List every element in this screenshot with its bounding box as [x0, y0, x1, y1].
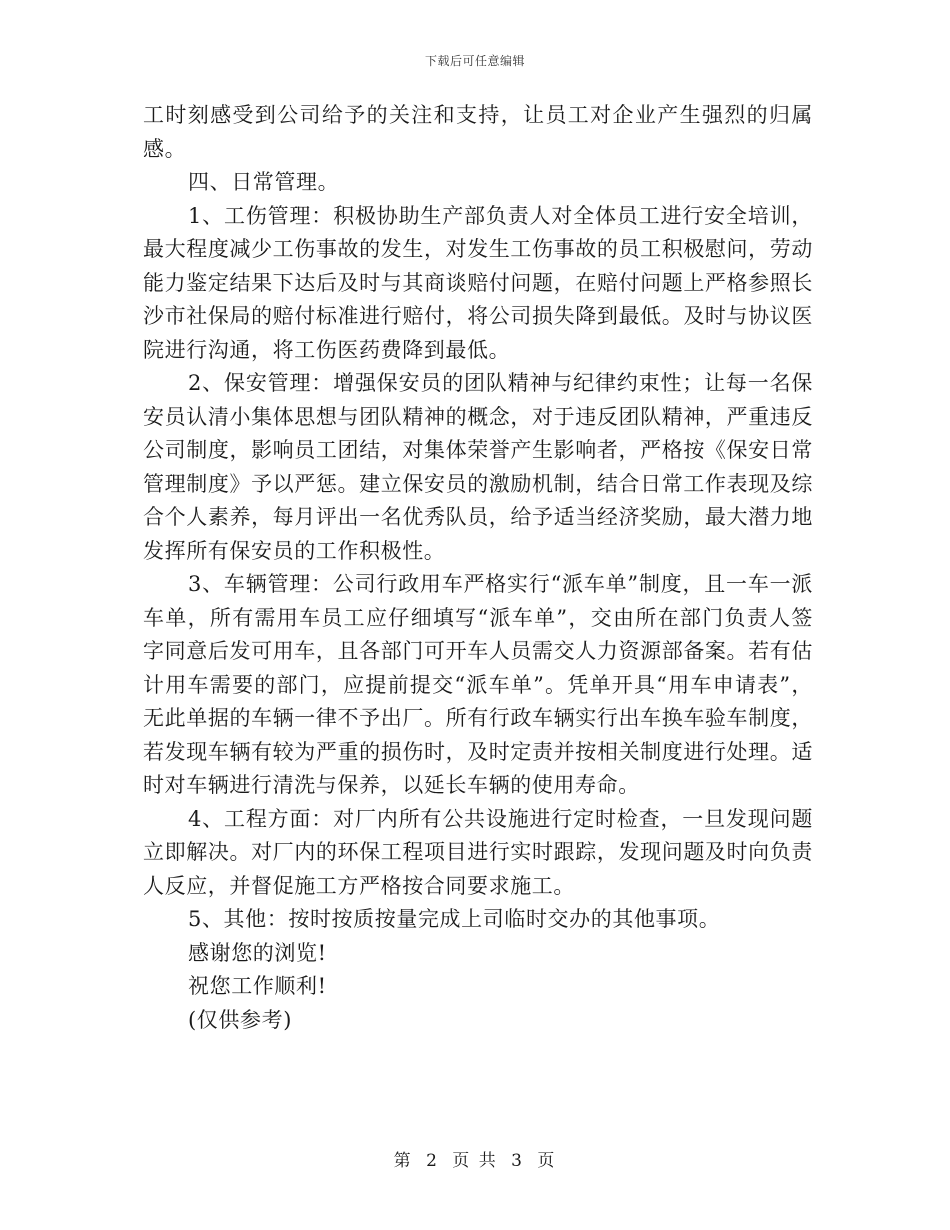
closing-thanks: 感谢您的浏览! [188, 940, 327, 965]
paragraph-vehicle-management: 3、车辆管理：公司行政用车严格实行“派车单”制度，且一车一派车单，所有需用车员工应仔细填写“派车单”，交由所在部门负责人签字同意后发可用车，且各部门可开车人员需交人力资源部备案。若有估计用车需要的部门，应提前提交“派车单”。凭单开具“用车申请表”，无此单据的车辆一律不予出厂。所有行政车辆实行出车换车验车制度，若发现车辆有较为严重的损伤时，及时定责并按相关制度进行处理。适时对车辆进行清洗与保养，以延长车辆的使用寿命。 [143, 572, 813, 797]
page-footer [0, 1146, 950, 1171]
document-body [143, 99, 813, 1037]
footer-suffix: 页 [537, 1151, 557, 1171]
paragraph-continuation: 工时刻感受到公司给予的关注和支持，让员工对企业产生强烈的归属感。 [143, 103, 813, 161]
closing-wishes: 祝您工作顺利! [188, 974, 327, 998]
closing-note: (仅供参考) [188, 1007, 292, 1032]
paragraph-other: 5、其他：按时按质按量完成上司临时交办的其他事项。 [188, 907, 721, 931]
paragraph-security-management: 2、保安管理：增强保安员的团队精神与纪律约束性；让每一名保安员认清小集体思想与团队精神的概念，对于违反团队精神，严重违反公司制度，影响员工团结，对集体荣誉产生影响者，严格按《保安日常管理制度》予以严惩。建立保安员的激励机制，结合日常工作表现及综合个人素养，每月评出一名优秀队员，给予适当经济奖励，最大潜力地发挥所有保安员的工作积极性。 [143, 371, 813, 563]
footer-page-number: 2 [426, 1151, 439, 1171]
footer-prefix: 第 [393, 1151, 413, 1171]
footer-middle: 页 共 [452, 1151, 498, 1171]
section-heading-daily-management: 四、日常管理。 [188, 170, 340, 194]
footer-total-pages: 3 [511, 1151, 524, 1171]
paragraph-engineering: 4、工程方面：对厂内所有公共设施进行定时检查，一旦发现问题立即解决。对厂内的环保工程项目进行实时跟踪，发现问题及时向负责人反应，并督促施工方严格按合同要求施工。 [143, 806, 813, 898]
paragraph-injury-management: 1、工伤管理：积极协助生产部负责人对全体员工进行安全培训，最大程度减少工伤事故的发生，对发生工伤事故的员工积极慰问，劳动能力鉴定结果下达后及时与其商谈赔付问题，在赔付问题上严格参照长沙市社保局的赔付标准进行赔付，将公司损失降到最低。及时与协议医院进行沟通，将工伤医药费降到最低。 [143, 203, 813, 362]
page-header: 下载后可任意编辑 [424, 54, 525, 68]
